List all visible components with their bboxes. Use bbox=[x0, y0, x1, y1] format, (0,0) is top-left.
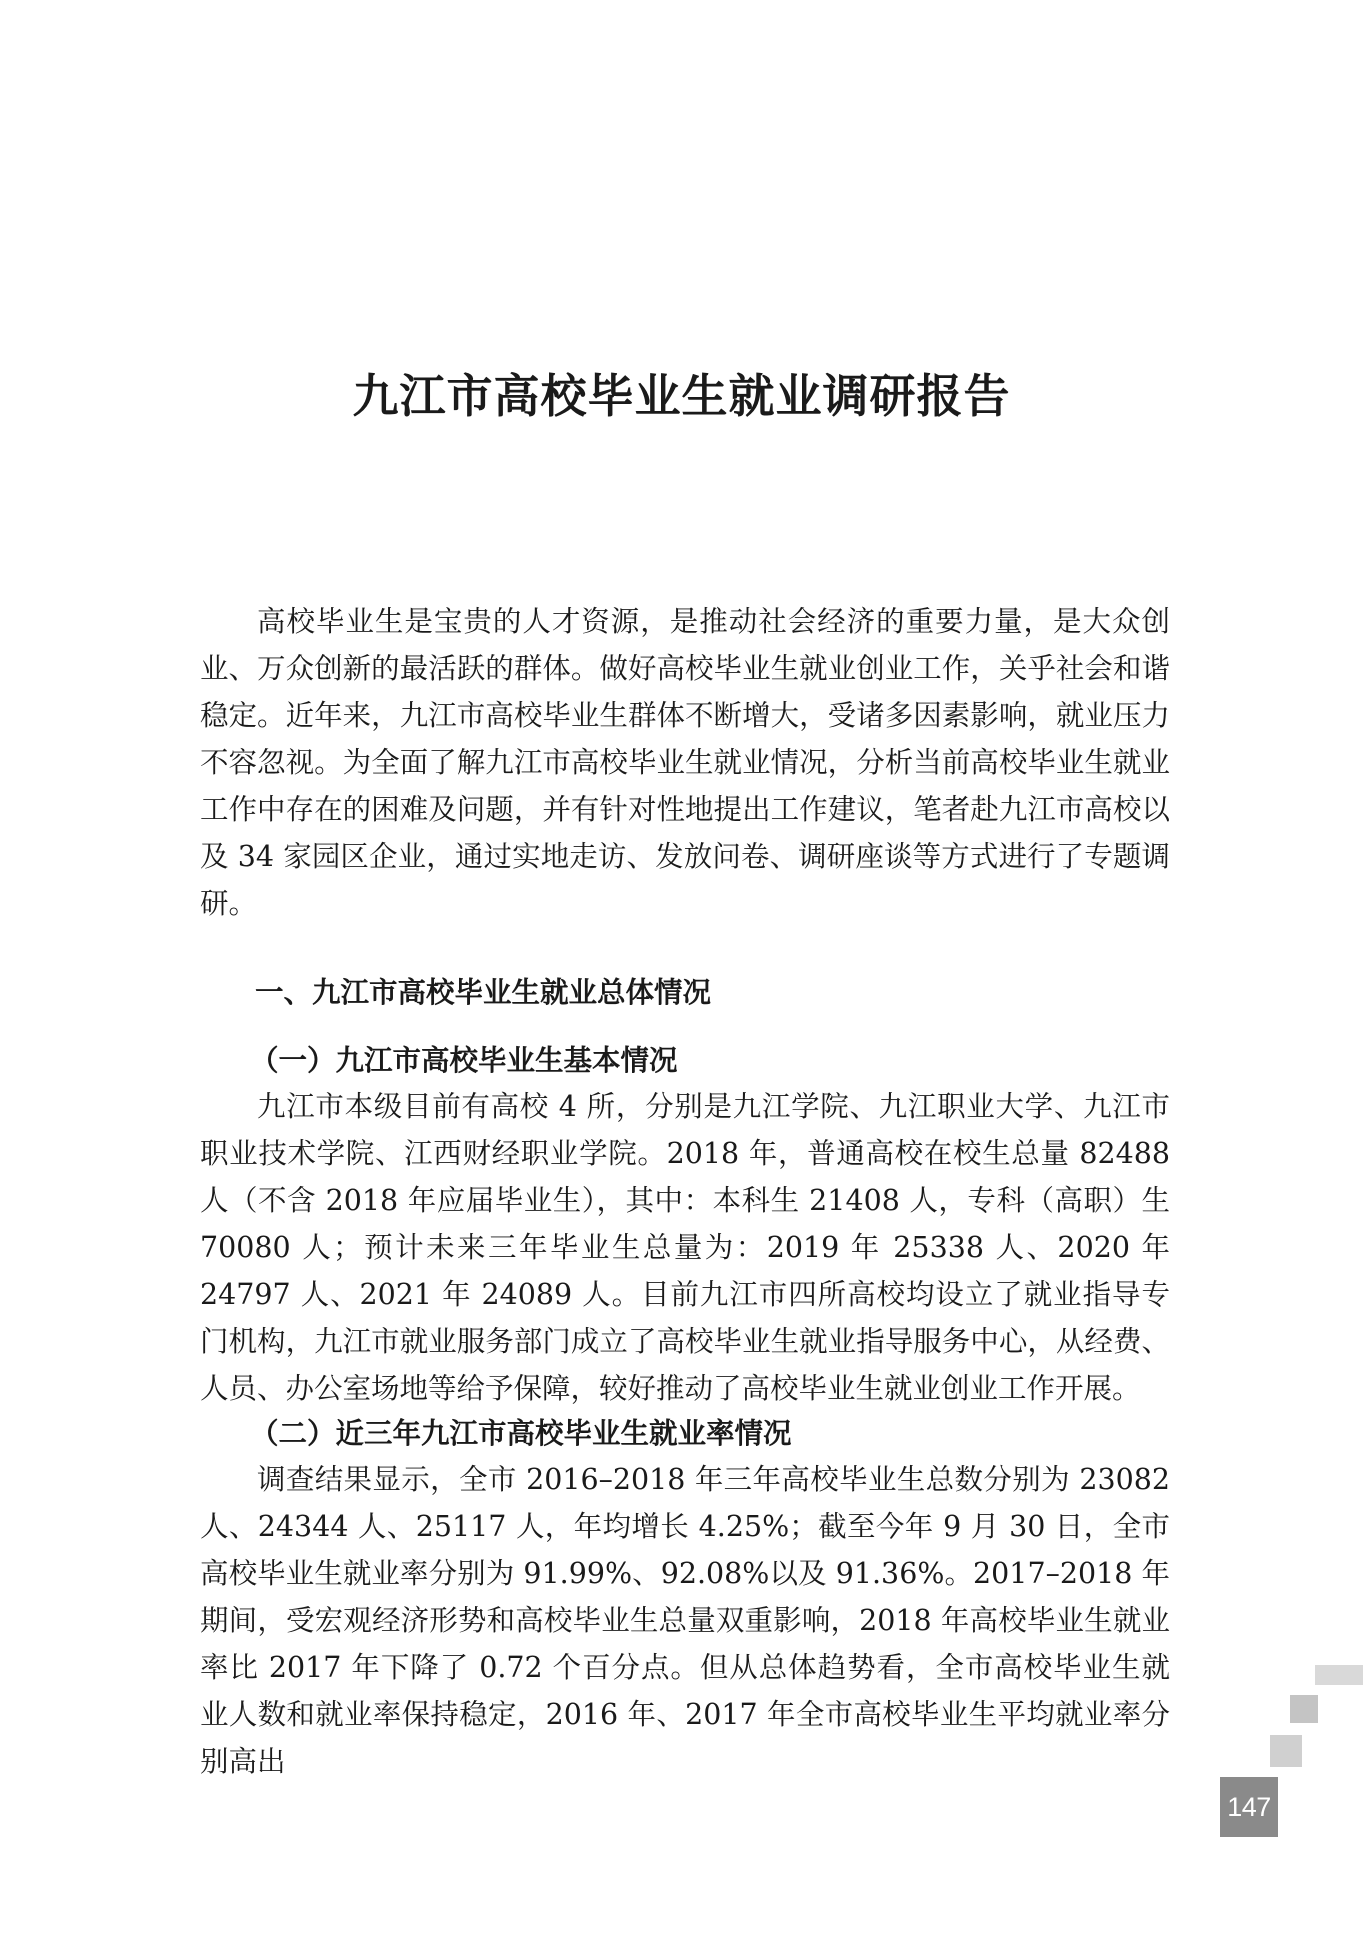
decorative-block bbox=[1270, 1735, 1302, 1767]
section-heading: 一、九江市高校毕业生就业总体情况 bbox=[255, 976, 712, 1009]
page-number-badge bbox=[1220, 1777, 1278, 1837]
intro-paragraph: 高校毕业生是宝贵的人才资源，是推动社会经济的重要力量，是大众创业、万众创新的最活跃的群体。做好高校毕业生就业创业工作，关乎社会和谐稳定。近年来，九江市高校毕业生群体不断增大，受诸多因素影响，就业压力不容忽视。为全面了解九江市高校毕业生就业情况，分析当前高校毕业生就业工作中存在的困难及问题，并有针对性地提出工作建议，笔者赴九江市高校以及 34 家园区企业，通过实地走访、发放问卷、调研座谈等方式进行了专题调研。 bbox=[200, 605, 1170, 920]
subsection-heading: （一）九江市高校毕业生基本情况 bbox=[250, 1043, 678, 1077]
subsection-paragraph: 调查结果显示，全市 2016–2018 年三年高校毕业生总数分别为 23082 人、24344 人、25117 人，年均增长 4.25%；截至今年 9 月 30 日，全市高校毕业生就业率分别为 91.99%、92.08%以及 91.36%。2017–2018 年期间，受宏观经济形势和高校毕业生总量双重影响，2018 年高校毕业生就业率比 2017 年下降了 0.72 个百分点。但从总体趋势看，全市高校毕业生就业人数和就业率保持稳定，2016 年、2017 年全市高校毕业生平均就业率分别高出 bbox=[200, 1463, 1170, 1778]
decorative-block bbox=[1315, 1665, 1363, 1685]
document-title: 九江市高校毕业生就业调研报告 bbox=[352, 369, 1011, 423]
page-number: 147 bbox=[1227, 1791, 1271, 1822]
subsection-paragraph: 九江市本级目前有高校 4 所，分别是九江学院、九江职业大学、九江市职业技术学院、江西财经职业学院。2018 年，普通高校在校生总量 82488 人（不含 2018 年应届毕业生），其中：本科生 21408 人，专科（高职）生 70080 人；预计未来三年毕业生总量为：2019 年 25338 人、2020 年 24797 人、2021 年 24089 人。目前九江市四所高校均设立了就业指导专门机构，九江市就业服务部门成立了高校毕业生就业指导服务中心，从经费、人员、办公室场地等给予保障，较好推动了高校毕业生就业创业工作开展。 bbox=[200, 1090, 1170, 1405]
subsection-heading: （二）近三年九江市高校毕业生就业率情况 bbox=[250, 1416, 792, 1450]
decorative-block bbox=[1290, 1695, 1318, 1723]
